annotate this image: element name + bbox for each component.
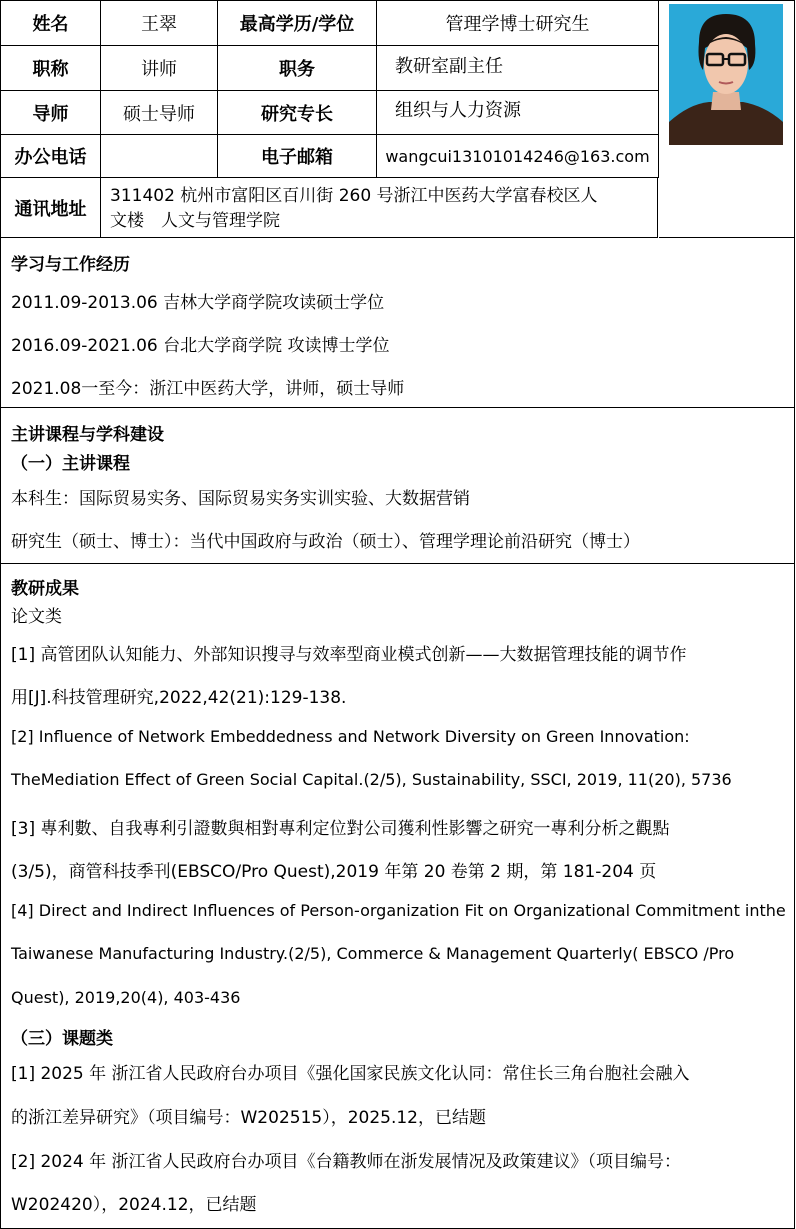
phone-value [101, 135, 218, 178]
paper-3-line-1: [3] 專利數、自我專利引證數與相對專利定位對公司獲利性影響之研究一專利分析之觀點 [11, 819, 670, 839]
project-1-line-2: 的浙江差异研究》（项目编号：W202515），2025.12，已结题 [11, 1108, 487, 1128]
position-value: 教研室副主任 [377, 46, 659, 91]
position-label: 职务 [218, 46, 377, 91]
projects-title: （三）课题类 [11, 1029, 113, 1049]
research-label: 研究专长 [218, 91, 377, 135]
paper-1-line-2: 用[J].科技管理研究,2022,42(21):129-138. [11, 688, 347, 708]
paper-4-line-1: [4] Direct and Indirect Influences of Person-organization Fit on Organizational Commitment inthe [11, 901, 786, 920]
research-title: 教研成果 [11, 579, 79, 599]
paper-2-line-2: TheMediation Effect of Green Social Capital.(2/5), Sustainability, SSCI, 2019, 11(20), 5736 [11, 770, 732, 789]
title-value: 讲师 [101, 46, 218, 91]
experience-section [0, 238, 795, 408]
research-section [0, 564, 795, 1229]
courses-undergrad: 本科生：国际贸易实务、国际贸易实务实训实验、大数据营销 [11, 489, 470, 509]
title-label: 职称 [0, 46, 101, 91]
experience-item-3: 2021.08一至今：浙江中医药大学，讲师，硕士导师 [11, 379, 405, 399]
paper-2-line-1: [2] Influence of Network Embeddedness and Network Diversity on Green Innovation: [11, 727, 690, 746]
email-value[interactable]: wangcui13101014246@163.com [377, 135, 659, 178]
address-label: 通讯地址 [0, 178, 101, 238]
courses-subtitle: （一）主讲课程 [11, 454, 130, 474]
supervisor-value: 硕士导师 [101, 91, 218, 135]
degree-label: 最高学历/学位 [218, 0, 377, 46]
email-label: 电子邮箱 [218, 135, 377, 178]
experience-title: 学习与工作经历 [11, 255, 130, 275]
phone-label: 办公电话 [0, 135, 101, 178]
supervisor-label: 导师 [0, 91, 101, 135]
paper-4-line-3: Quest), 2019,20(4), 403-436 [11, 988, 241, 1007]
papers-title: 论文类 [11, 607, 62, 627]
research-value: 组织与人力资源 [377, 91, 659, 135]
project-2-line-1: [2] 2024 年 浙江省人民政府台办项目《台籍教师在浙发展情况及政策建议》（项目编号： [11, 1152, 682, 1172]
degree-value: 管理学博士研究生 [377, 0, 659, 46]
paper-3-line-2: (3/5)，商管科技季刊(EBSCO/Pro Quest),2019 年第 20 卷第 2 期，第 181-204 页 [11, 862, 657, 882]
courses-graduate: 研究生（硕士、博士）：当代中国政府与政治（硕士）、管理学理论前沿研究（博士） [11, 532, 640, 552]
project-2-line-2: W202420），2024.12，已结题 [11, 1195, 257, 1215]
address-value [100, 178, 658, 238]
experience-item-1: 2011.09-2013.06 吉林大学商学院攻读硕士学位 [11, 293, 385, 313]
address-line-1: 311402 杭州市富阳区百川街 260 号浙江中医药大学富春校区人 [110, 186, 598, 206]
name-value: 王翠 [101, 0, 218, 46]
name-label: 姓名 [0, 0, 101, 46]
paper-4-line-2: Taiwanese Manufacturing Industry.(2/5), Commerce & Management Quarterly( EBSCO /Pro [11, 944, 735, 963]
project-1-line-1: [1] 2025 年 浙江省人民政府台办项目《强化国家民族文化认同：常住长三角台胞社会融入 [11, 1064, 690, 1084]
paper-1-line-1: [1] 高管团队认知能力、外部知识搜寻与效率型商业模式创新——大数据管理技能的调节作 [11, 645, 687, 665]
experience-item-2: 2016.09-2021.06 台北大学商学院 攻读博士学位 [11, 336, 390, 356]
courses-title: 主讲课程与学科建设 [11, 425, 164, 445]
profile-photo [669, 4, 783, 145]
courses-section [0, 408, 795, 564]
address-line-2: 文楼 人文与管理学院 [110, 211, 280, 231]
